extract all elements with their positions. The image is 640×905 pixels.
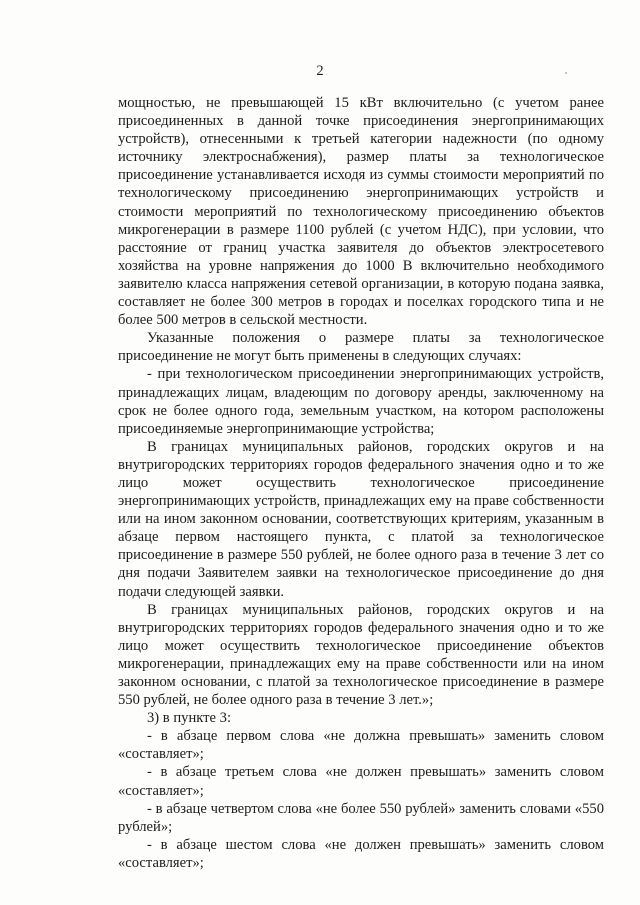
amendment-item-3: - в абзаце третьем слова «не должен превышать» заменить словом «составляет»;: [118, 764, 604, 799]
amendment-item-1: - в абзаце первом слова «не должна превышать» заменить словом «составляет»;: [118, 728, 604, 763]
document-body: [118, 94, 604, 872]
paragraph-municipal-limit-consumers: В границах муниципальных районов, городских округов и на внутригородских территориях городов федерального значения одно и то же лицо может осуществить технологическое присоединение энергопринимающих устройств, принадлежащих ему на праве собственности или на ином законном основании, соответствующих критериям, указанным в абзаце первом настоящего пункта, с платой за технологическое присоединение в размере 550 рублей, не более одного раза в течение 3 лет со дня подачи Заявителем заявки на технологическое присоединение до дня подачи следующей заявки.: [118, 438, 604, 600]
amendment-item-6: - в абзаце шестом слова «не должен превышать» заменить словом «составляет»;: [118, 836, 604, 871]
paragraph-point-3-heading: 3) в пункте 3:: [147, 710, 232, 727]
amendment-item-4: - в абзаце четвертом слова «не более 550 рублей» заменить словами «550 рублей»;: [118, 800, 604, 835]
paragraph-exceptions-intro: Указанные положения о размере платы за технологическое присоединение не могут быть применены в следующих случаях:: [118, 330, 604, 365]
paragraph-continuation: мощностью, не превышающей 15 кВт включительно (с учетом ранее присоединенных в данной точке присоединения энергопринимающих устройств), отнесенными к третьей категории надежности (по одному источнику электроснабжения), размер платы за технологическое присоединение устанавливается исходя из суммы стоимости мероприятий по технологическому присоединению энергопринимающих устройств и стоимости мероприятий по технологическому присоединению объектов микрогенерации в размере 1100 рублей (с учетом НДС), при условии, что расстояние от границ участка заявителя до объектов электросетевого хозяйства на уровне напряжения до 1000 В включительно необходимого заявителю класса напряжения сетевой организации, в которую подана заявка, составляет не более 300 метров в городах и поселках городского типа и не более 500 метров в сельской местности.: [118, 95, 604, 329]
paragraph-municipal-limit-microgeneration: В границах муниципальных районов, городских округов и на внутригородских территориях городов федерального значения одно и то же лицо может осуществить технологическое присоединение объектов микрогенерации, принадлежащих ему на праве собственности или на ином законном основании, с платой за технологическое присоединение в размере 550 рублей, не более одного раза в течение 3 лет.»;: [118, 601, 604, 709]
page-number: 2: [316, 63, 324, 79]
paragraph-lease-exception: - при технологическом присоединении энергопринимающих устройств, принадлежащих лицам, владеющим по договору аренды, заключенному на срок не более одного года, земельным участком, на котором расположены присоединяемые энергопринимающие устройства;: [118, 366, 604, 437]
